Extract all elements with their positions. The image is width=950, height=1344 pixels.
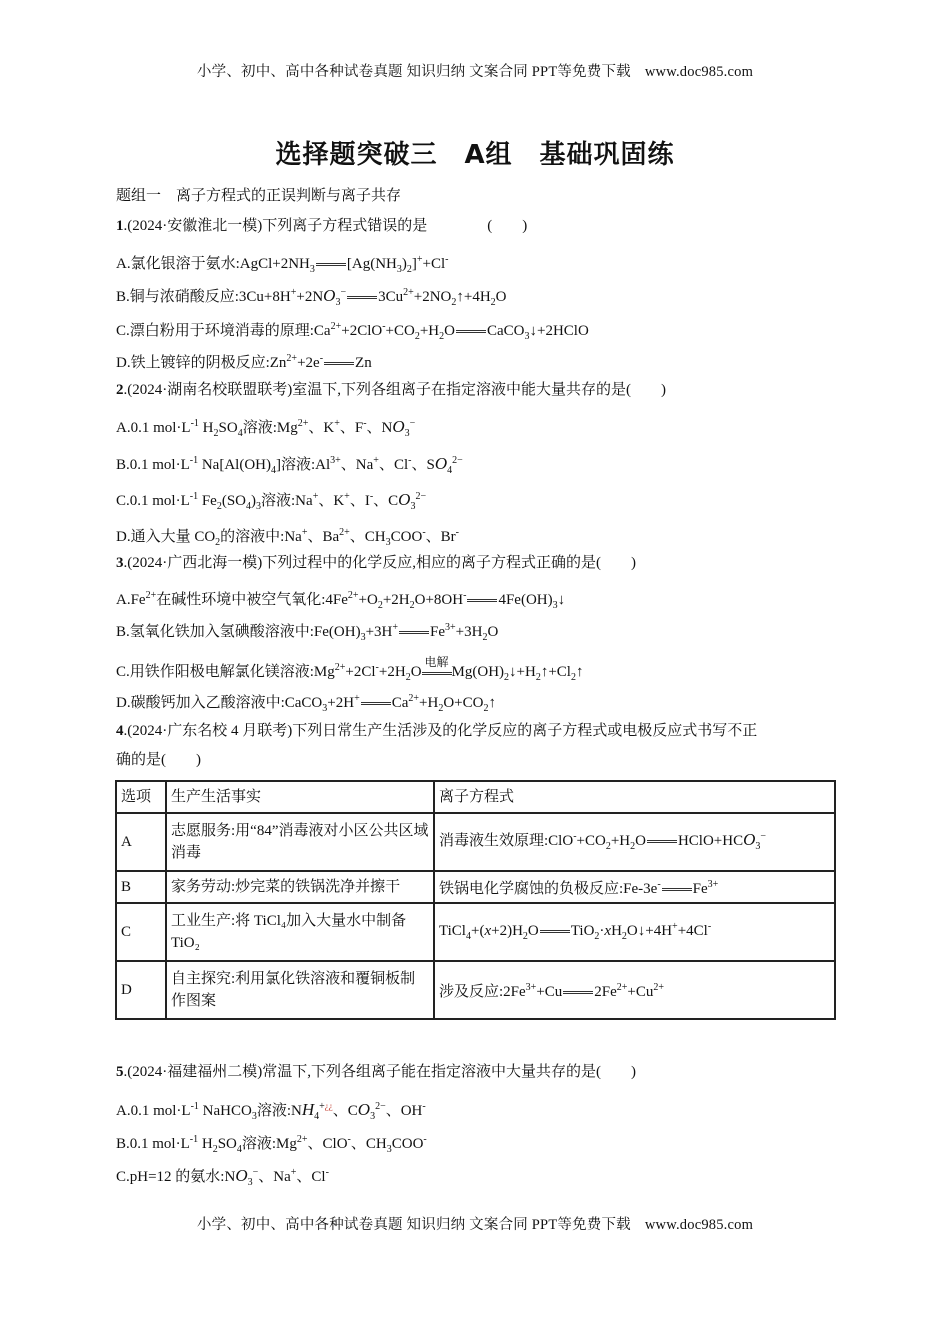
q1-option-b[interactable]: [116, 283, 507, 313]
equals-sign: [540, 930, 570, 933]
sup: -: [422, 527, 426, 538]
sub: 2: [405, 672, 411, 683]
sub: 2: [377, 600, 383, 611]
text: 、Br: [425, 529, 456, 545]
text: +2NO: [413, 289, 452, 305]
question-4-stem-cont: 确的是( ): [116, 752, 201, 768]
equals-sign: [467, 599, 497, 602]
equals-sign: [422, 672, 452, 675]
banner-site-link[interactable]: www.doc985.com: [644, 64, 754, 80]
text: +4Cl: [677, 923, 708, 939]
text: +3H: [365, 624, 393, 640]
q2-option-a[interactable]: [116, 414, 415, 444]
sup: +: [416, 254, 423, 265]
table-row[interactable]: [116, 813, 835, 871]
text: +H: [610, 833, 631, 849]
text: Mg(OH): [451, 664, 505, 680]
question-text: .(2024·安徽淮北一模)下列离子方程式错误的是: [123, 218, 428, 234]
sup: 2+: [286, 353, 298, 364]
group-heading: 题组一 离子方程式的正误判断与离子共存: [116, 188, 402, 204]
text: CaCO: [486, 323, 525, 339]
text: +CO: [385, 323, 415, 339]
sup: -1: [189, 1134, 199, 1145]
text: HClO+HC: [677, 833, 744, 849]
question-number: 4: [116, 723, 124, 739]
fact-cell: 自主探究:利用氯化铁溶液和覆铜板制作图案: [166, 961, 434, 1019]
text: 、CH: [350, 1136, 387, 1152]
equation-cell: [434, 903, 835, 961]
sup: 2+: [297, 418, 309, 429]
equals-sign: [347, 296, 377, 299]
question-number: 5: [116, 1064, 124, 1080]
ion-symbol: O: [357, 1100, 371, 1119]
sup: -: [382, 321, 386, 332]
text: SO: [217, 1136, 237, 1152]
electrolysis-arrow: [422, 654, 452, 680]
sup: 3+: [445, 622, 456, 633]
text: 、Na: [340, 457, 374, 473]
text: 、ClO: [307, 1136, 348, 1152]
text: COO: [390, 529, 423, 545]
text: 溶液:Mg: [242, 420, 298, 436]
text: 、K: [318, 493, 345, 509]
option-letter: D: [116, 961, 166, 1019]
sub: 2: [504, 672, 510, 683]
text: 铁锅电化学腐蚀的负极反应:Fe-3e: [439, 881, 658, 897]
sub: 3: [370, 1111, 376, 1122]
sup: 2+: [403, 287, 414, 298]
sub: 3: [335, 297, 341, 308]
text: H: [611, 923, 622, 939]
sup: 2+: [347, 590, 359, 601]
sup: 2+: [145, 590, 157, 601]
sup: -: [573, 831, 577, 842]
text: 、N: [366, 420, 393, 436]
sup: −: [760, 831, 767, 842]
text: +2H: [327, 695, 355, 711]
sub: 3: [552, 600, 558, 611]
equation-cell: [434, 871, 835, 903]
text: B.氢氧化铁加入氢碘酸溶液中:Fe(OH): [116, 624, 361, 640]
sub: 3: [322, 703, 328, 714]
sub: 2: [594, 931, 600, 942]
options-table: [115, 780, 836, 1020]
sub: 4: [236, 1144, 242, 1155]
text: 、K: [308, 420, 335, 436]
text: O: [495, 289, 507, 305]
fact-cell: 志愿服务:用“84”消毒液对小区公共区域消毒: [166, 813, 434, 871]
text: +(: [470, 923, 485, 939]
text: +Cu: [627, 984, 654, 1000]
text: ]: [411, 256, 417, 272]
sub: 2: [570, 672, 576, 683]
sub: 3: [755, 841, 761, 852]
variable: x: [604, 923, 612, 939]
sub: 4: [246, 501, 252, 512]
q2-option-c[interactable]: [116, 487, 426, 517]
equals-sign: [647, 840, 677, 843]
text: 溶液:Na: [261, 493, 313, 509]
text: Ca: [391, 695, 409, 711]
sup: -: [422, 1101, 426, 1112]
text: ]溶液:Al: [275, 457, 331, 473]
text: COO: [391, 1136, 424, 1152]
sup: -: [707, 921, 712, 932]
sup: 2+: [296, 1134, 308, 1145]
text: +Cu: [536, 984, 563, 1000]
text: NaHCO: [198, 1103, 252, 1119]
sup: +: [290, 287, 297, 298]
equals-sign: [563, 991, 593, 994]
sup: 2+: [408, 693, 420, 704]
equals-sign: [399, 631, 429, 634]
sup: +: [344, 491, 350, 502]
sub: 2: [213, 428, 219, 439]
ion-symbol: O: [434, 454, 448, 473]
sup: 2+: [330, 321, 342, 332]
sub: 4: [447, 465, 453, 476]
question-2-stem: [116, 380, 666, 400]
sub: 2: [535, 672, 541, 683]
sup: −: [252, 1167, 259, 1178]
text: 、S: [411, 457, 435, 473]
equation-cell: [434, 813, 835, 871]
text: +2Cl: [345, 664, 376, 680]
sup: -: [347, 1134, 351, 1145]
text: O: [410, 664, 422, 680]
header-banner: [0, 60, 950, 81]
sub: 3: [410, 501, 416, 512]
banner-site-link[interactable]: www.doc985.com: [644, 1217, 754, 1233]
q3-option-a[interactable]: [116, 586, 565, 616]
question-number: 2: [116, 382, 124, 398]
ion-symbol: H: [301, 1100, 315, 1119]
sub: 2: [406, 264, 412, 275]
text: +2H: [382, 592, 410, 608]
sub: 3: [404, 428, 410, 439]
text: O+8OH: [414, 592, 464, 608]
text: ↑: [488, 695, 496, 711]
sub: 2: [215, 537, 221, 548]
sup: 2−: [375, 1101, 386, 1112]
sub: 3: [385, 537, 391, 548]
q2-option-b[interactable]: [116, 451, 463, 481]
text: TiO: [570, 923, 595, 939]
q1-option-c[interactable]: [116, 317, 589, 347]
question-4-stem: [116, 721, 757, 741]
sub: 2: [605, 841, 611, 852]
text: Fe: [430, 624, 446, 640]
sub: 3: [247, 1177, 253, 1188]
question-text: .(2024·广东名校 4 月联考)下列日常生产生活涉及的化学反应的离子方程式或电极反应式书写不正: [123, 723, 758, 739]
text: D.碳酸钙加入乙酸溶液中:CaCO: [116, 695, 323, 711]
text: ↓+2HClO: [529, 323, 589, 339]
sub: 3: [256, 501, 262, 512]
text: A.Fe: [116, 592, 146, 608]
page-title: 选择题突破三 A组 基础巩固练: [275, 140, 675, 170]
text: +3H: [455, 624, 483, 640]
text: +2H: [378, 664, 406, 680]
sup: +: [373, 455, 379, 466]
q3-option-d[interactable]: [116, 689, 496, 719]
sub: 2: [212, 1144, 218, 1155]
sup: 2+: [653, 982, 665, 993]
sub: 4: [237, 428, 243, 439]
sup: -1: [190, 1101, 199, 1112]
sub: 2: [438, 703, 444, 714]
question-3-stem: [116, 553, 636, 573]
sup: −: [409, 418, 416, 429]
text: 4Fe(OH): [498, 592, 553, 608]
text: 在碱性环境中被空气氧化:4Fe: [156, 592, 348, 608]
q2-option-d[interactable]: [116, 523, 459, 553]
sup: +: [319, 1101, 325, 1112]
sub: 2: [451, 297, 457, 308]
ion-symbol: O: [392, 417, 405, 436]
sup: −: [340, 287, 347, 298]
text: D.铁上镀锌的阴极反应:Zn: [116, 355, 287, 371]
sup: 2−: [452, 455, 463, 466]
sup: +: [301, 527, 308, 538]
variable: x: [484, 923, 492, 939]
question-text: .(2024·福建福州二模)常温下,下列各组离子能在指定溶液中大量共存的是( ): [123, 1064, 636, 1080]
text: ↓+H: [509, 664, 536, 680]
question-1-stem: [116, 216, 527, 236]
text: +H: [419, 695, 439, 711]
text: +2ClO: [341, 323, 383, 339]
sup: 2+: [616, 982, 628, 993]
question-text: .(2024·湖南名校联盟联考)室温下,下列各组离子在指定溶液中能大量共存的是( ): [123, 382, 666, 398]
sub: 4: [314, 1111, 320, 1122]
sub: 3: [309, 264, 315, 275]
text: O: [487, 624, 499, 640]
sup: 2+: [334, 662, 346, 673]
ion-symbol: O: [398, 490, 411, 509]
sub: 2: [630, 841, 636, 852]
question-text: .(2024·广西北海一模)下列过程中的化学反应,相应的离子方程式正确的是( ): [123, 555, 636, 571]
sub: 2: [439, 331, 445, 342]
question-5-stem: [116, 1062, 636, 1082]
sup: 3+: [330, 455, 341, 466]
text: 的溶液中:Na: [220, 529, 302, 545]
sup: -: [369, 491, 374, 502]
text: 消毒液生效原理:ClO: [439, 833, 574, 849]
text: 、CH: [349, 529, 386, 545]
question-number: 1: [116, 218, 124, 234]
fact-cell: 工业生产:将 TiCl₄加入大量水中制备 TiO₂: [166, 903, 434, 961]
sub: 2: [414, 331, 420, 342]
sub: 2: [216, 501, 222, 512]
table-row[interactable]: [116, 961, 835, 1019]
equals-sign: [456, 330, 486, 333]
sup: 2−: [415, 491, 427, 502]
sub: 3: [386, 1144, 392, 1155]
option-letter: C: [116, 903, 166, 961]
sub: 4: [465, 931, 471, 942]
condition-label: 电解: [424, 654, 449, 669]
text: +2)H: [491, 923, 523, 939]
banner-text: 小学、初中、高中各种试卷真题 知识归纳 文案合同 PPT等免费下载: [196, 1217, 631, 1233]
footer-banner: [0, 1213, 950, 1234]
text: +O: [358, 592, 378, 608]
text: C.漂白粉用于环境消毒的原理:Ca: [116, 323, 331, 339]
table-row[interactable]: [116, 871, 835, 903]
header-cell: 选项: [116, 781, 166, 813]
sup: 3+: [525, 982, 537, 993]
sub: 2: [482, 632, 488, 643]
answer-paren: ( ): [487, 218, 528, 234]
text: SO: [218, 420, 238, 436]
text: O: [635, 833, 646, 849]
text: C.0.1 mol·L: [116, 493, 190, 509]
text: 、OH: [385, 1103, 423, 1119]
sup: -1: [189, 491, 199, 502]
q1-option-d[interactable]: [116, 349, 372, 373]
text: B.0.1 mol·L: [116, 1136, 190, 1152]
ion-symbol: O: [323, 286, 336, 305]
text: O↓+4H: [626, 923, 673, 939]
sup: +: [312, 491, 319, 502]
ion-symbol: O: [235, 1166, 248, 1185]
text: Na[Al(OH): [198, 457, 271, 473]
sub: 2: [483, 703, 489, 714]
text: A.0.1 mol·L: [116, 420, 191, 436]
sup: -: [363, 418, 367, 429]
text: H: [198, 1136, 213, 1152]
sup: -: [423, 1134, 427, 1145]
table-row[interactable]: [116, 903, 835, 961]
sup: +: [354, 693, 360, 704]
sub: 2: [409, 600, 415, 611]
sup: -: [455, 527, 460, 538]
sup: -: [657, 879, 661, 890]
sup: 3+: [707, 879, 719, 890]
equals-sign: [662, 888, 692, 891]
sub: 2: [621, 931, 627, 942]
text: 涉及反应:2Fe: [439, 984, 526, 1000]
sup: -: [408, 455, 412, 466]
text: (SO: [221, 493, 247, 509]
text: +H: [419, 323, 440, 339]
sub: 2: [522, 931, 528, 942]
question-number: 3: [116, 555, 124, 571]
text: B.0.1 mol·L: [116, 457, 190, 473]
text: +2N: [296, 289, 324, 305]
sup: -: [375, 662, 379, 673]
text: Fe: [692, 881, 708, 897]
q3-option-b[interactable]: [116, 618, 498, 648]
sup: -: [319, 353, 324, 364]
sup: -: [463, 590, 467, 601]
equals-sign: [324, 362, 354, 365]
text: A.氯化银溶于氨水:AgCl+2NH: [116, 256, 310, 272]
text: ↑+4H: [456, 289, 491, 305]
sup: 2+: [339, 527, 350, 538]
render-artifact: ¿¿: [324, 1101, 333, 1111]
sup: -1: [189, 455, 199, 466]
text: TiCl: [439, 923, 466, 939]
sup: -: [445, 254, 449, 265]
text: 、Na: [258, 1169, 291, 1185]
text: Zn: [355, 355, 372, 371]
header-cell: 离子方程式: [434, 781, 835, 813]
text: B.铜与浓硝酸反应:3Cu+8H: [116, 289, 291, 305]
sup: +: [290, 1167, 297, 1178]
text: +2e: [297, 355, 320, 371]
text: ): [401, 256, 407, 272]
banner-text: 小学、初中、高中各种试卷真题 知识归纳 文案合同 PPT等免费下载: [196, 64, 631, 80]
q5-option-c[interactable]: [116, 1163, 329, 1193]
text: O: [527, 923, 539, 939]
sup: +: [392, 622, 399, 633]
text: 2Fe: [594, 984, 617, 1000]
equation-cell: [434, 961, 835, 1019]
sub: 4: [270, 465, 276, 476]
ion-symbol: O: [743, 830, 756, 849]
text: 溶液:Mg: [241, 1136, 297, 1152]
option-letter: B: [116, 871, 166, 903]
text: ): [251, 493, 257, 509]
fact-cell: 家务劳动:炒完菜的铁锅洗净并擦干: [166, 871, 434, 903]
text: +Cl: [422, 256, 446, 272]
text: ·: [599, 923, 605, 939]
q5-option-b[interactable]: [116, 1130, 427, 1160]
equals-sign: [361, 702, 391, 705]
q1-option-a[interactable]: [116, 250, 449, 280]
text: A.0.1 mol·L: [116, 1103, 191, 1119]
text: ↑+Cl: [540, 664, 571, 680]
text: 、F: [339, 420, 364, 436]
q3-option-c[interactable]: [116, 654, 584, 688]
text: O: [444, 323, 455, 339]
text: 、C: [373, 493, 399, 509]
sup: -1: [190, 418, 199, 429]
sup: +: [334, 418, 340, 429]
text: H: [198, 420, 214, 436]
sub: 3: [251, 1111, 257, 1122]
sub: 3: [396, 264, 402, 275]
sub: 3: [360, 632, 366, 643]
sup: -: [325, 1167, 329, 1178]
text: 、I: [349, 493, 370, 509]
text: 、Ba: [307, 529, 340, 545]
text: Fe: [198, 493, 217, 509]
sub: 3: [524, 331, 530, 342]
equals-sign: [316, 263, 346, 266]
text: ↓: [557, 592, 566, 608]
text: +CO: [576, 833, 606, 849]
text: 、Cl: [378, 457, 409, 473]
text: 溶液:N: [256, 1103, 302, 1119]
text: C.pH=12 的氨水:N: [116, 1169, 236, 1185]
sub: 2: [490, 297, 496, 308]
text: 、Cl: [296, 1169, 326, 1185]
text: D.通入大量 CO: [116, 529, 216, 545]
option-letter: A: [116, 813, 166, 871]
sup: +: [672, 921, 678, 932]
text: [Ag(NH: [346, 256, 397, 272]
text: C.用铁作阳极电解氯化镁溶液:Mg: [116, 664, 335, 680]
q5-option-a[interactable]: [116, 1096, 426, 1127]
header-cell: 生产生活事实: [166, 781, 434, 813]
text: ↑: [575, 664, 584, 680]
text: O+CO: [443, 695, 484, 711]
text: 、C: [332, 1103, 358, 1119]
table-header-row: [116, 781, 835, 813]
text: 3Cu: [378, 289, 404, 305]
